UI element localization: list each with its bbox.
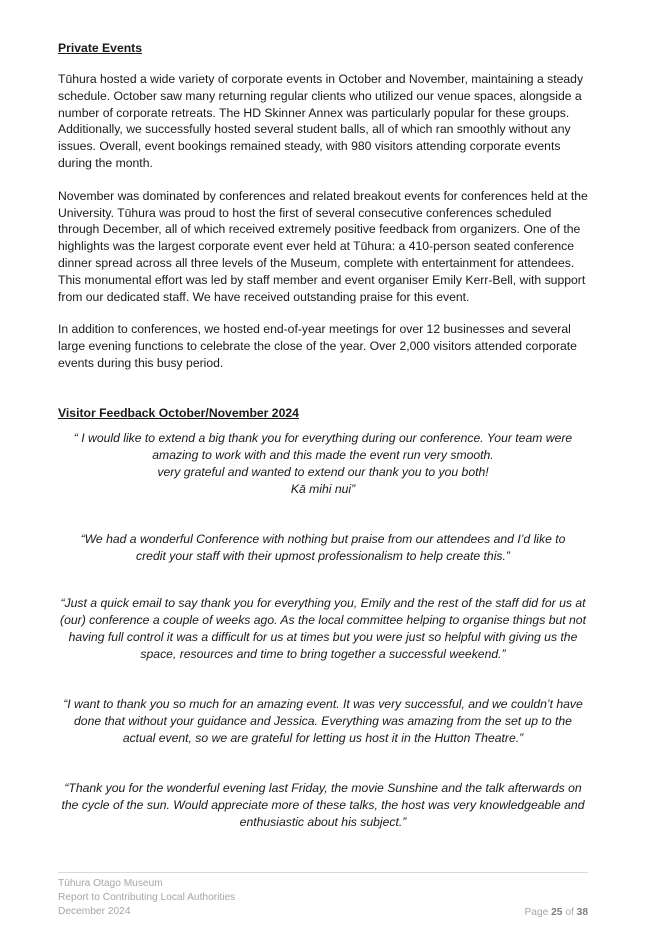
feedback-quote-4: “I want to thank you so much for an amazing event. It was very successful, and we couldn’t have done that without your guidance and Jessica. Everything was amazing from the set up to the actual event, so we are grateful for letting us host it in the Hutton Theatre.” [63,696,583,745]
report-page [58,40,588,831]
footer-organisation: Tūhura Otago Museum [58,878,163,889]
footer-report-title: Report to Contributing Local Authorities [58,892,236,903]
quote-1-line-3: very grateful and wanted to extend our thank you to you both! [157,464,489,479]
visitor-feedback-heading: Visitor Feedback October/November 2024 [58,405,299,420]
private-events-paragraph-1: Tūhura hosted a wide variety of corporate events in October and November, maintaining a steady schedule. October saw many returning regular clients who utilized our venue spaces, alongside a number of corporate retreats. The HD Skinner Annex was particularly popular for these groups. Additionally, we successfully hosted several student balls, all of which ran smoothly without any issues. Overall, event bookings remained steady, with 980 visitors attending corporate events during the month. [58,72,584,170]
private-events-paragraph-2: November was dominated by conferences and related breakout events for conferences held at the University. Tūhura was proud to host the first of several consecutive conferences scheduled through December, all of which received extremely positive feedback from organizers. One of the highlights was the largest corporate event ever held at Tūhura: a 410-person seated conference dinner spread across all three levels of the Museum, complete with entertainment for attendees. This monumental effort was led by staff member and event organiser Emily Kerr-Bell, with support from our dedicated staff. We have received outstanding praise for this event. [58,188,588,304]
feedback-quote-3: “Just a quick email to say thank you for everything you, Emily and the rest of the staff did for us at (our) conference a couple of weeks ago. As the local committee helping to organise things but not having full control it was a difficult for us at times but you were just so helpful with giving us the space, resources and time to bring together a successful weekend.” [60,595,586,661]
feedback-quote-2: “We had a wonderful Conference with nothing but praise from our attendees and I’d like to credit your staff with their upmost professionalism to help create this.” [80,531,566,563]
page-middle: of [562,907,577,918]
quote-1-line-4: Kā mihi nui” [290,481,356,496]
feedback-quote-5: “Thank you for the wonderful evening last Friday, the movie Sunshine and the talk afterwards on the cycle of the sun. Would appreciate more of these talks, the host was very knowledgeable and enthusiastic about his subject.” [61,780,585,829]
page-current: 25 [551,907,563,918]
quote-1-line-2: amazing to work with and this made the event run very smooth. [152,447,494,462]
page-prefix: Page [524,907,552,918]
feedback-quote-1 [58,430,588,498]
private-events-heading: Private Events [58,41,143,55]
footer-date: December 2024 [58,906,131,917]
quote-1-line-1: “ I would like to extend a big thank you for everything during our conference. Your team were [73,430,573,445]
page-total: 38 [576,907,588,918]
private-events-paragraph-3: In addition to conferences, we hosted end-of-year meetings for over 12 businesses and several large evening functions to celebrate the close of the year. Over 2,000 visitors attended corporate events during this busy period. [58,322,577,370]
page-number [525,906,588,920]
page-footer [58,872,588,919]
